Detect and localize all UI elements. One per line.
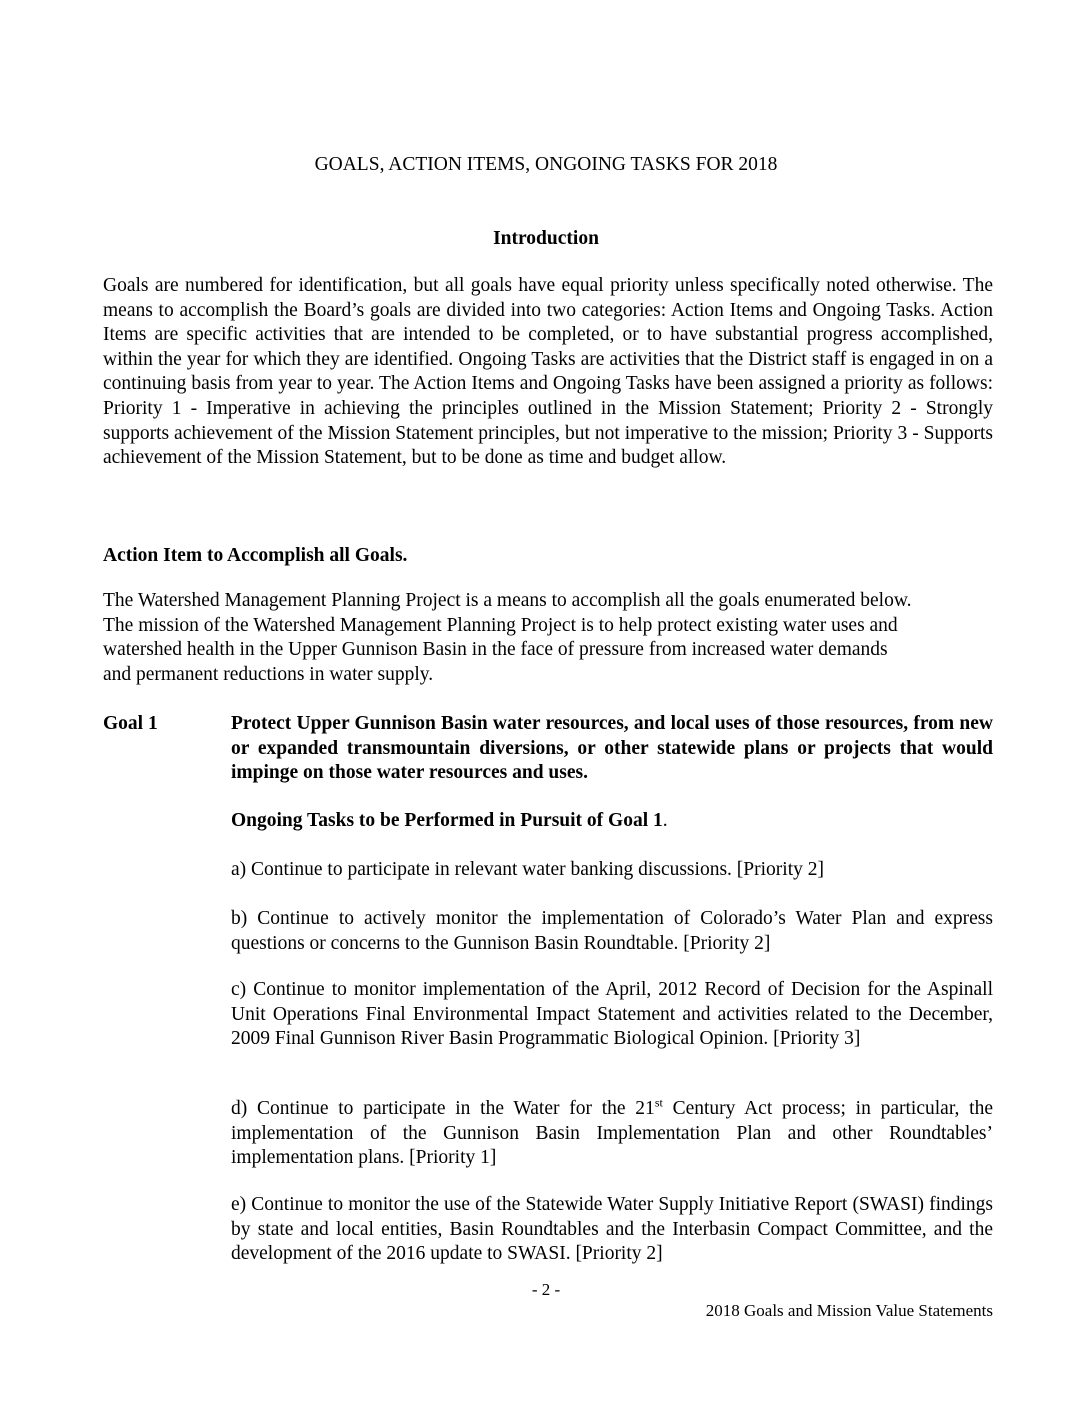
footer-text: 2018 Goals and Mission Value Statements <box>705 1301 993 1320</box>
action-paragraph <box>103 589 998 687</box>
task-d-superscript: st <box>654 1095 663 1110</box>
task-d-start: d) Continue to participate in the Water for the 21 <box>231 1098 655 1119</box>
action-line: The mission of the Watershed Management Planning Project is to help protect existing water uses and <box>103 614 898 636</box>
action-heading: Action Item to Accomplish all Goals. <box>103 545 408 566</box>
goal-label: Goal 1 <box>103 713 158 734</box>
task-c: c) Continue to monitor implementation of the April, 2012 Record of Decision for the Aspinall Unit Operations Final Environmental Impact Statement and activities related to the December, 2009 Final Gunnison River Basin Programmatic Biological Opinion. [Priority 3] <box>231 979 993 1050</box>
tasks-heading-period: . <box>662 810 668 831</box>
intro-heading: Introduction <box>493 228 599 249</box>
task-b: b) Continue to actively monitor the implementation of Colorado’s Water Plan and express questions or concerns to the Gunnison Basin Roundtable. [Priority 2] <box>231 908 993 954</box>
page-title: GOALS, ACTION ITEMS, ONGOING TASKS FOR 2018 <box>314 154 778 175</box>
goal-text: Protect Upper Gunnison Basin water resources, and local uses of those resources, from new or expanded transmountain diversions, or other statewide plans or projects that would impinge on those water resources and uses. <box>231 713 993 784</box>
page-number: - 2 - <box>531 1280 561 1299</box>
task-a: a) Continue to participate in relevant water banking discussions. [Priority 2] <box>231 859 824 880</box>
tasks-heading-text: Ongoing Tasks to be Performed in Pursuit of Goal 1 <box>231 810 663 831</box>
action-line: The Watershed Management Planning Project is a means to accomplish all the goals enumerated below. <box>103 590 912 611</box>
task-e: e) Continue to monitor the use of the Statewide Water Supply Initiative Report (SWASI) findings by state and local entities, Basin Roundtables and the Interbasin Compact Committee, and the development of the 2016 update to SWASI. [Priority 2] <box>231 1194 993 1265</box>
task-d <box>231 1097 993 1171</box>
task-d-end: Century Act process; in particular, the implementation of the Gunnison Basin Implementation Plan and other Roundtables’ implementation plans. [Priority 1] <box>231 1098 993 1169</box>
action-line: watershed health in the Upper Gunnison Basin in the face of pressure from increased water demands <box>103 639 888 661</box>
tasks-heading <box>231 809 668 834</box>
intro-paragraph: Goals are numbered for identification, but all goals have equal priority unless specifically noted otherwise. The means to accomplish the Board’s goals are divided into two categories: Action Items and Ongoing Tasks. Action Items are specific activities that are intended to be completed, or to have substantial progress accomplished, within the year for which they are identified. Ongoing Tasks are activities that the District staff is engaged in on a continuing basis from year to year. The Action Items and Ongoing Tasks have been assigned a priority as follows: Priority 1 - Imperative in achieving the principles outlined in the Mission Statement; Priority 2 - Strongly supports achievement of the Mission Statement principles, but not imperative to the mission; Priority 3 - Supports achievement of the Mission Statement, but to be done as time and budget allow. <box>103 275 993 469</box>
action-line: and permanent reductions in water supply. <box>103 663 434 685</box>
